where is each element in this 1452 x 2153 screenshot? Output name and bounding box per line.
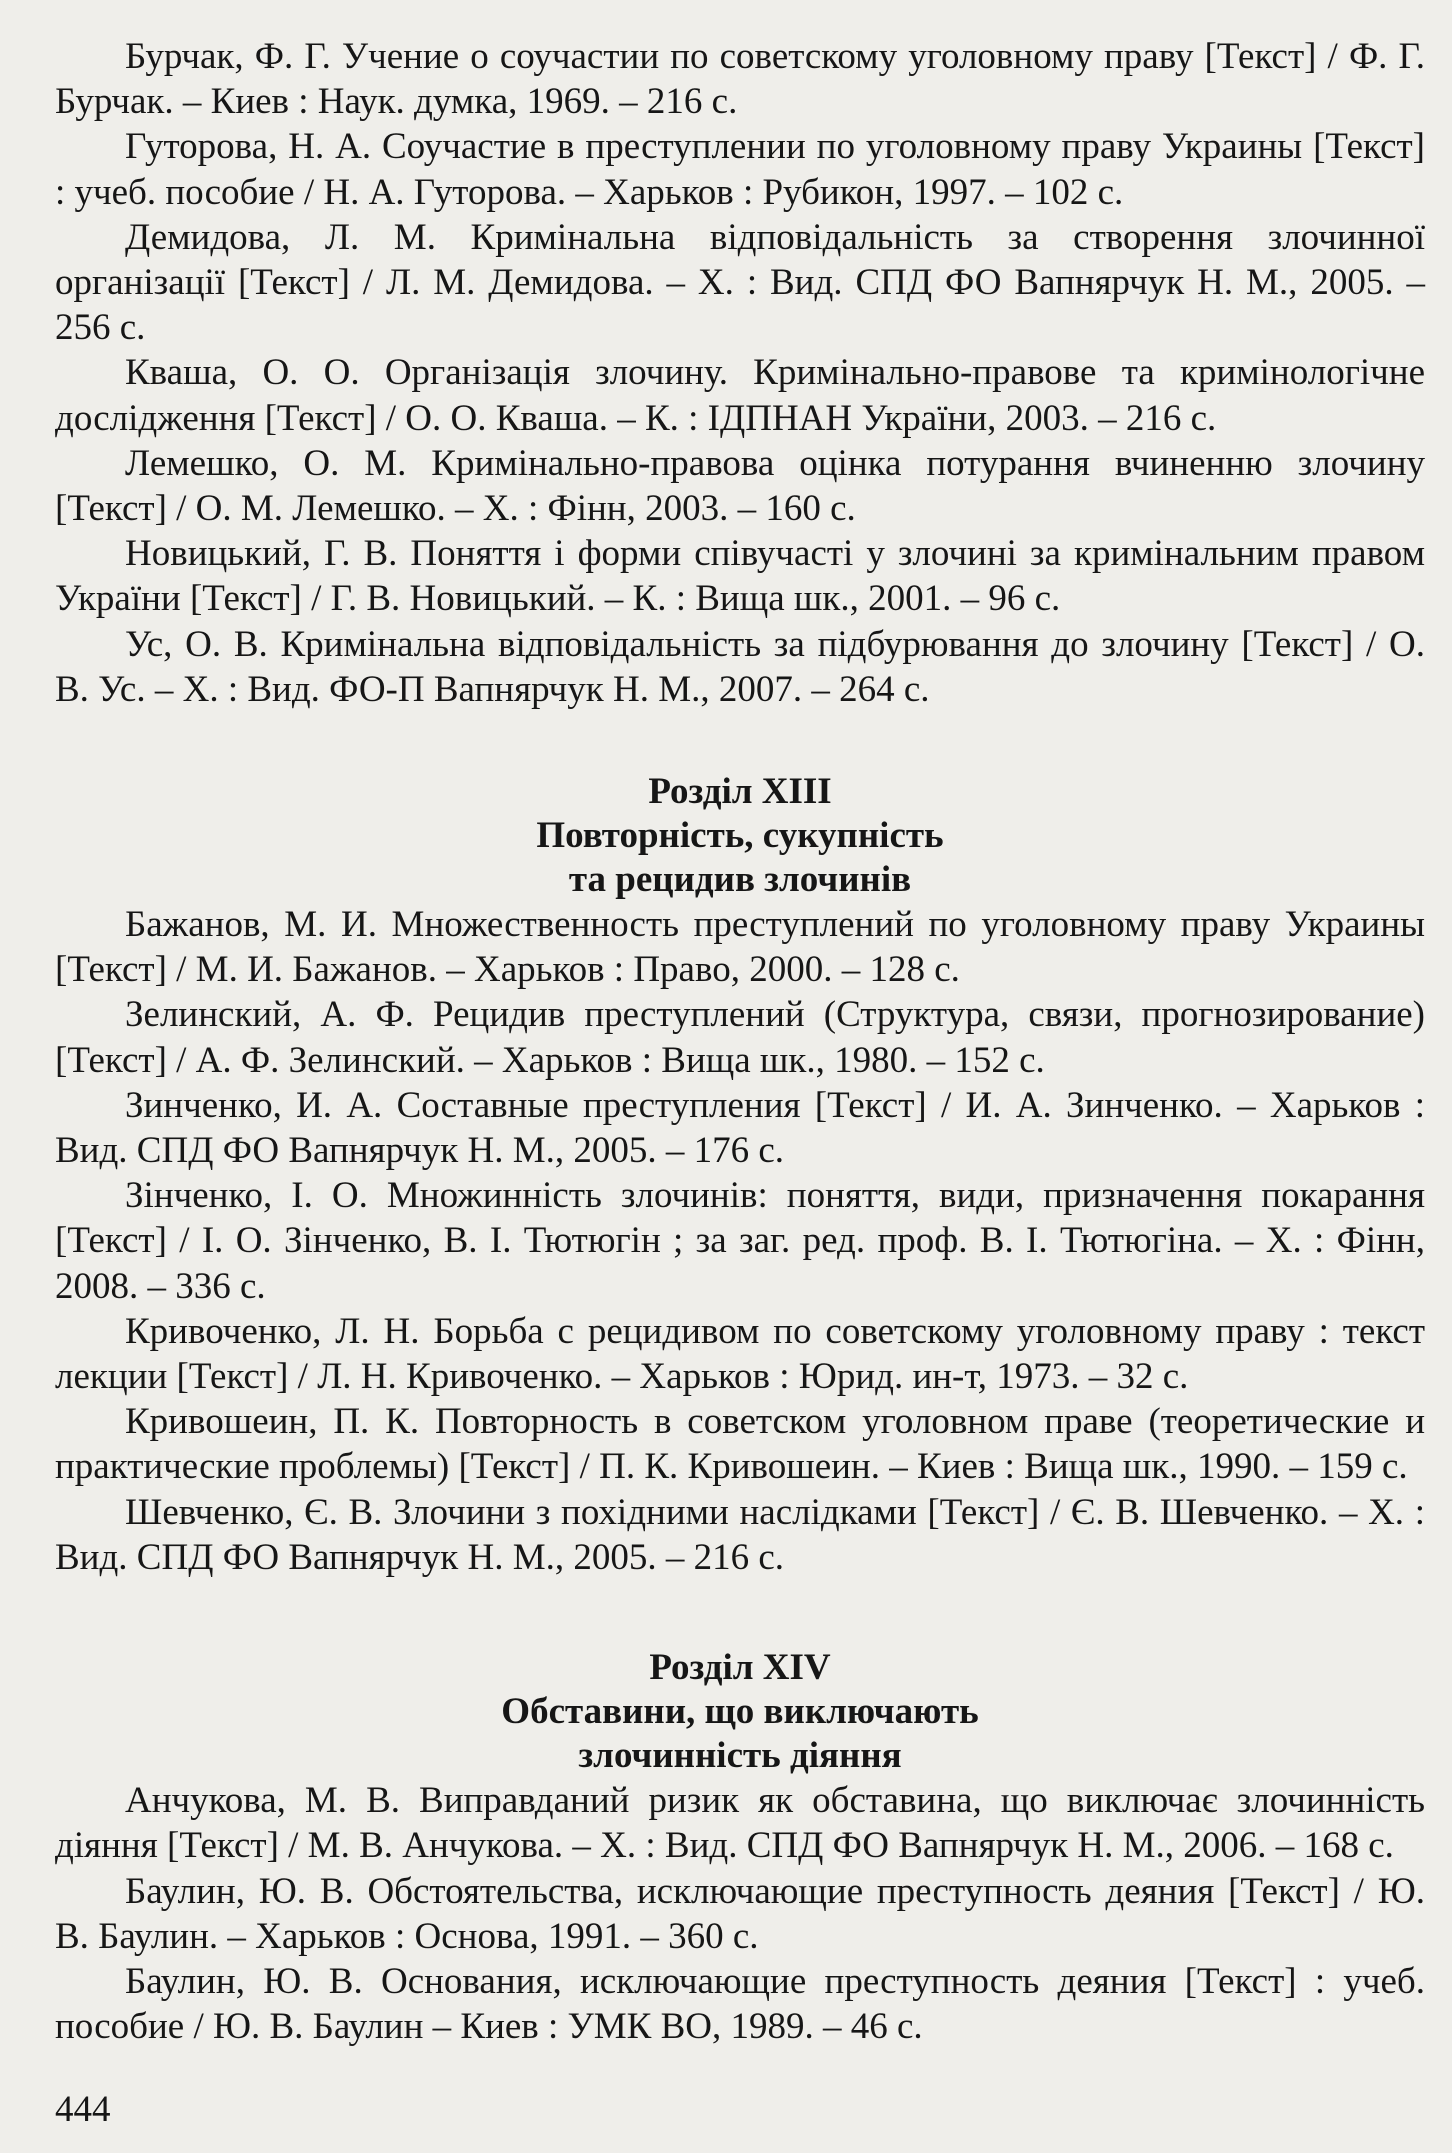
bibliography-entry: Зинченко, И. А. Составные преступления [Текст] / И. А. Зинченко. – Харьков : Вид. СПД ФО Вапнярчук Н. М., 2005. – 176 с. xyxy=(55,1084,1425,1172)
bibliography-entry: Кривоченко, Л. Н. Борьба с рецидивом по советскому уголовному праву : текст лекции [Текст] / Л. Н. Кривоченко. – Харьков : Юрид. ин-т, 1973. – 32 с. xyxy=(55,1310,1425,1398)
page-number: 444 xyxy=(55,2089,111,2130)
section-title-line: та рецидив злочинів xyxy=(568,859,912,901)
bibliography-entry: Баулин, Ю. В. Обстоятельства, исключающие преступность деяния [Текст] / Ю. В. Баулин. – Харьков : Основа, 1991. – 360 с. xyxy=(55,1870,1425,1957)
bibliography-entry: Кваша, О. О. Організація злочину. Кримінально-правове та кримінологічне дослідження [Текст] / О. О. Кваша. – К. : ІДПНАН України, 2003. – 216 с. xyxy=(55,352,1425,439)
bibliography-entry: Зелинский, А. Ф. Рецидив преступлений (Структура, связи, прогнозирование) [Текст] / А. Ф. Зелинский. – Харьков : Вища шк., 1980. – 152 с. xyxy=(55,994,1425,1081)
bibliography-entry: Бажанов, М. И. Множественность преступлений по уголовному праву Украины [Текст] / М. И. Бажанов. – Харьков : Право, 2000. – 128 с. xyxy=(55,904,1425,991)
section-continued xyxy=(55,34,1425,712)
bibliography-entry: Гуторова, Н. А. Соучастие в преступлении по уголовному праву Украины [Текст] : учеб. пособие / Н. А. Гуторова. – Харьков : Рубикон, 1997. – 102 с. xyxy=(55,126,1425,213)
section-title-line: Обставини, що виключають xyxy=(501,1691,979,1733)
bibliography-entry: Демидова, Л. М. Кримінальна відповідальність за створення злочинної організації [Текст] / Л. М. Демидова. – Х. : Вид. СПД ФО Вапнярчук Н. М., 2005. – 256 с. xyxy=(55,216,1425,349)
bibliography-entry: Баулин, Ю. В. Основания, исключающие преступность деяния [Текст] : учеб. пособие / Ю. В. Баулин – Киев : УМК ВО, 1989. – 46 с. xyxy=(55,1960,1425,2048)
section-number: Розділ XIV xyxy=(649,1647,831,1689)
bibliography-entry: Ус, О. В. Кримінальна відповідальність за підбурювання до злочину [Текст] / О. В. Ус. – Х. : Вид. ФО-П Вапнярчук Н. М., 2007. – 264 с. xyxy=(55,623,1425,710)
section-title-line: Повторність, сукупність xyxy=(536,815,944,857)
section-number: Розділ XIII xyxy=(648,771,832,813)
bibliography-entry: Шевченко, Є. В. Злочини з похідними наслідками [Текст] / Є. В. Шевченко. – Х. : Вид. СПД ФО Вапнярчук Н. М., 2005. – 216 с. xyxy=(55,1491,1425,1578)
bibliography-entry: Кривошеин, П. К. Повторность в советском уголовном праве (теоретические и практические проблемы) [Текст] / П. К. Кривошеин. – Киев : Вища шк., 1990. – 159 с. xyxy=(55,1401,1425,1488)
section-13 xyxy=(55,770,1425,1580)
bibliography-entry: Лемешко, О. М. Кримінально-правова оцінка потурання вчиненню злочину [Текст] / О. М. Лемешко. – Х. : Фінн, 2003. – 160 с. xyxy=(55,442,1425,530)
bibliography-entry: Новицький, Г. В. Поняття і форми співучасті у злочині за кримінальним правом України [Текст] / Г. В. Новицький. – К. : Вища шк., 2001. – 96 с. xyxy=(55,533,1425,620)
bibliography-entry: Зінченко, І. О. Множинність злочинів: поняття, види, призначення покарання [Текст] / І. О. Зінченко, В. І. Тютюгін ; за заг. ред. проф. В. І. Тютюгіна. – Х. : Фінн, 2008. – 336 с. xyxy=(55,1175,1425,1307)
section-14 xyxy=(55,1646,1425,2049)
page-content xyxy=(55,34,1425,2049)
bibliography-entry: Бурчак, Ф. Г. Учение о соучастии по советскому уголовному праву [Текст] / Ф. Г. Бурчак. – Киев : Наук. думка, 1969. – 216 с. xyxy=(55,36,1425,123)
bibliography-entry: Анчукова, М. В. Виправданий ризик як обставина, що виключає злочинність діяння [Текст] / М. В. Анчукова. – Х. : Вид. СПД ФО Вапнярчук Н. М., 2006. – 168 с. xyxy=(55,1780,1425,1867)
section-title-line: злочинність діяння xyxy=(578,1735,902,1777)
